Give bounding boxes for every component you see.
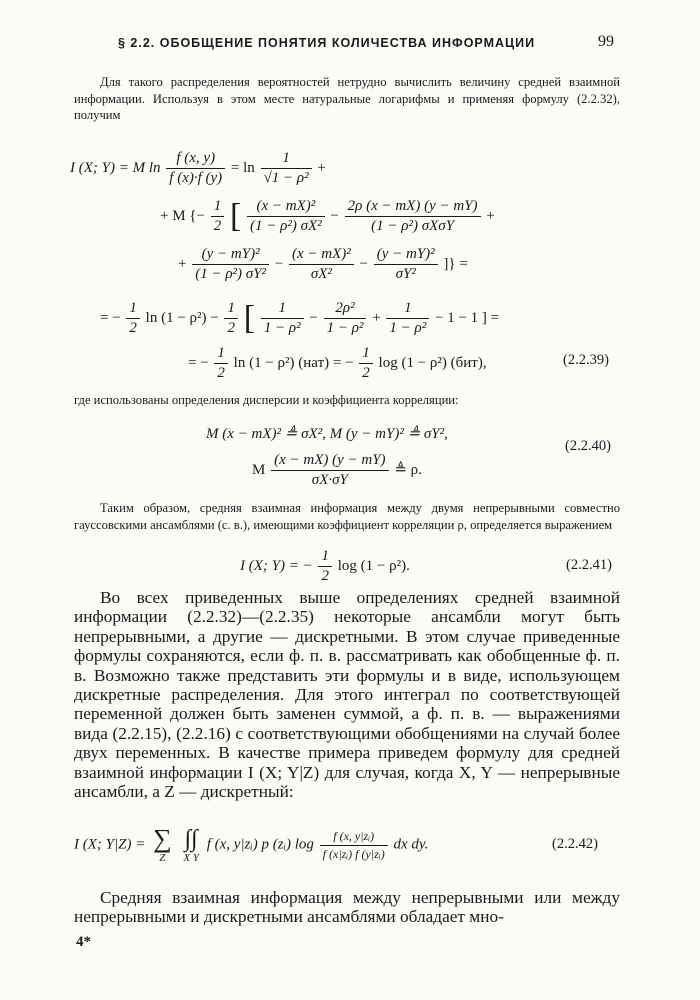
eq-2-2-40-line1: M (x − mX)² ≜ σX², M (y − mY)² ≜ σY², [206,426,448,442]
eq-2-2-39-line3: + $\frac{\text{(y − mY)²}}{\text{(1 − ρ²) σY²}}$ − $\frac{\text{(x − mX)²}}{\text{σX²}}$ − $\frac{\text{(y − mY)²}}{\text{σY²}}$ ]} = [178,246,468,282]
running-header: § 2.2. ОБОБЩЕНИЕ ПОНЯТИЯ КОЛИЧЕСТВА ИНФОРМАЦИИ [118,36,536,50]
eq-2-2-39-line5: = − $\frac{1}{2}$ ln (1 − ρ²) (нат) = − $\frac{1}{2}$ log (1 − ρ²) (бит), [188,345,487,381]
thus-paragraph: Таким образом, средняя взаимная информация между двумя непрерывными совместно гауссовскими ансамблями (с. в.), имеющими коэффициент корреляции ρ, определяется выражением [74,501,620,532]
equation-number: (2.2.39) [563,352,609,368]
last-paragraph: Средняя взаимная информация между непрерывными или между непрерывными и дискретными ансамблями обладает мно- [74,888,620,927]
eq-2-2-39-line4: = − $\frac{1}{2}$ ln (1 − ρ²) − $\frac{1}{2}$ [ $\frac{1}{\text{1 − ρ²}}$ − $\frac{\text{2ρ²}}{\text{1 − ρ²}}$ + $\frac{1}{\text{1 − ρ²}}$ − 1 − 1 ] = [100,299,500,337]
eq-fraction: $\frac{1}{\text{√1 − ρ²}}$ [261,150,312,187]
page-number: 99 [598,33,614,50]
equation-number: (2.2.42) [552,836,598,852]
eq-fraction: $\frac{f (x, y)}{f (x)\cdot f (y)}$ [166,150,225,187]
definitions-intro: где использованы определения дисперсии и коэффициента корреляции: [74,393,459,407]
eq-2-2-39-line1: I (X; Y) = M ln $\frac{f (x, y)}{f (x)\cdot f (y)}$ = ln $\frac{1}{\text{√1 − ρ²}}$ + [70,150,326,186]
equation-number: (2.2.41) [566,557,612,573]
eq-2-2-40-line2: M $\frac{(x - mX) (y - mY)}{\sigma X\cdot\sigma Y}$ ≜ ρ. [252,452,422,488]
signature-mark: 4* [76,934,91,950]
eq-lhs: I (X; Y) = M ln [70,159,161,176]
eq-2-2-39-line2: + M {− $\frac{1}{2}$ [ $\frac{\text{(x − mX)²}}{\text{(1 − ρ²) σX²}}$ − $\frac{2\rho (x - mX) (y - mY)}{\text{(1 − ρ²) σXσY}}$ + [160,197,495,235]
eq-2-2-41: I (X; Y) = − $\frac{1}{2}$ log (1 − ρ²). [240,548,410,584]
eq-2-2-42: I (X; Y|Z) = ∑ Z ∫∫ X Y f (x, y|zᵢ) p (zᵢ) log $\frac{\text{f (x, y|zᵢ)}}{\text{f (x|zᵢ) f (y|zᵢ)}}$ dx dy. [74,824,429,864]
equation-number: (2.2.40) [565,438,611,454]
intro-paragraph: Для такого распределения вероятностей нетрудно вычислить величину средней взаимной информации. Используя в этом месте натуральные логарифмы и применяя формулу (2.2.32), получим [74,75,620,122]
main-paragraph: Во всех приведенных выше определениях средней взаимной информации (2.2.32)—(2.2.35) некоторые ансамбли могут быть непрерывными, а другие — дискретными. В этом случае приведенные формулы сохраняются, если ф. п. в. рассматривать как обобщенные ф. п. в. Возможно также представить эти формулы и в виде, использующем дискретные распределения. Для этого интеграл по соответствующей переменной должен быть заменен суммой, а ф. п. в. — выражениями вида (2.2.15), (2.2.16) с соответствующими обобщениями на случай более двух переменных. В качестве примера приведем формулу для средней взаимной информации I (X; Y|Z) для случая, когда X, Y — непрерывные ансамбли, а Z — дискретный: [74,588,620,802]
